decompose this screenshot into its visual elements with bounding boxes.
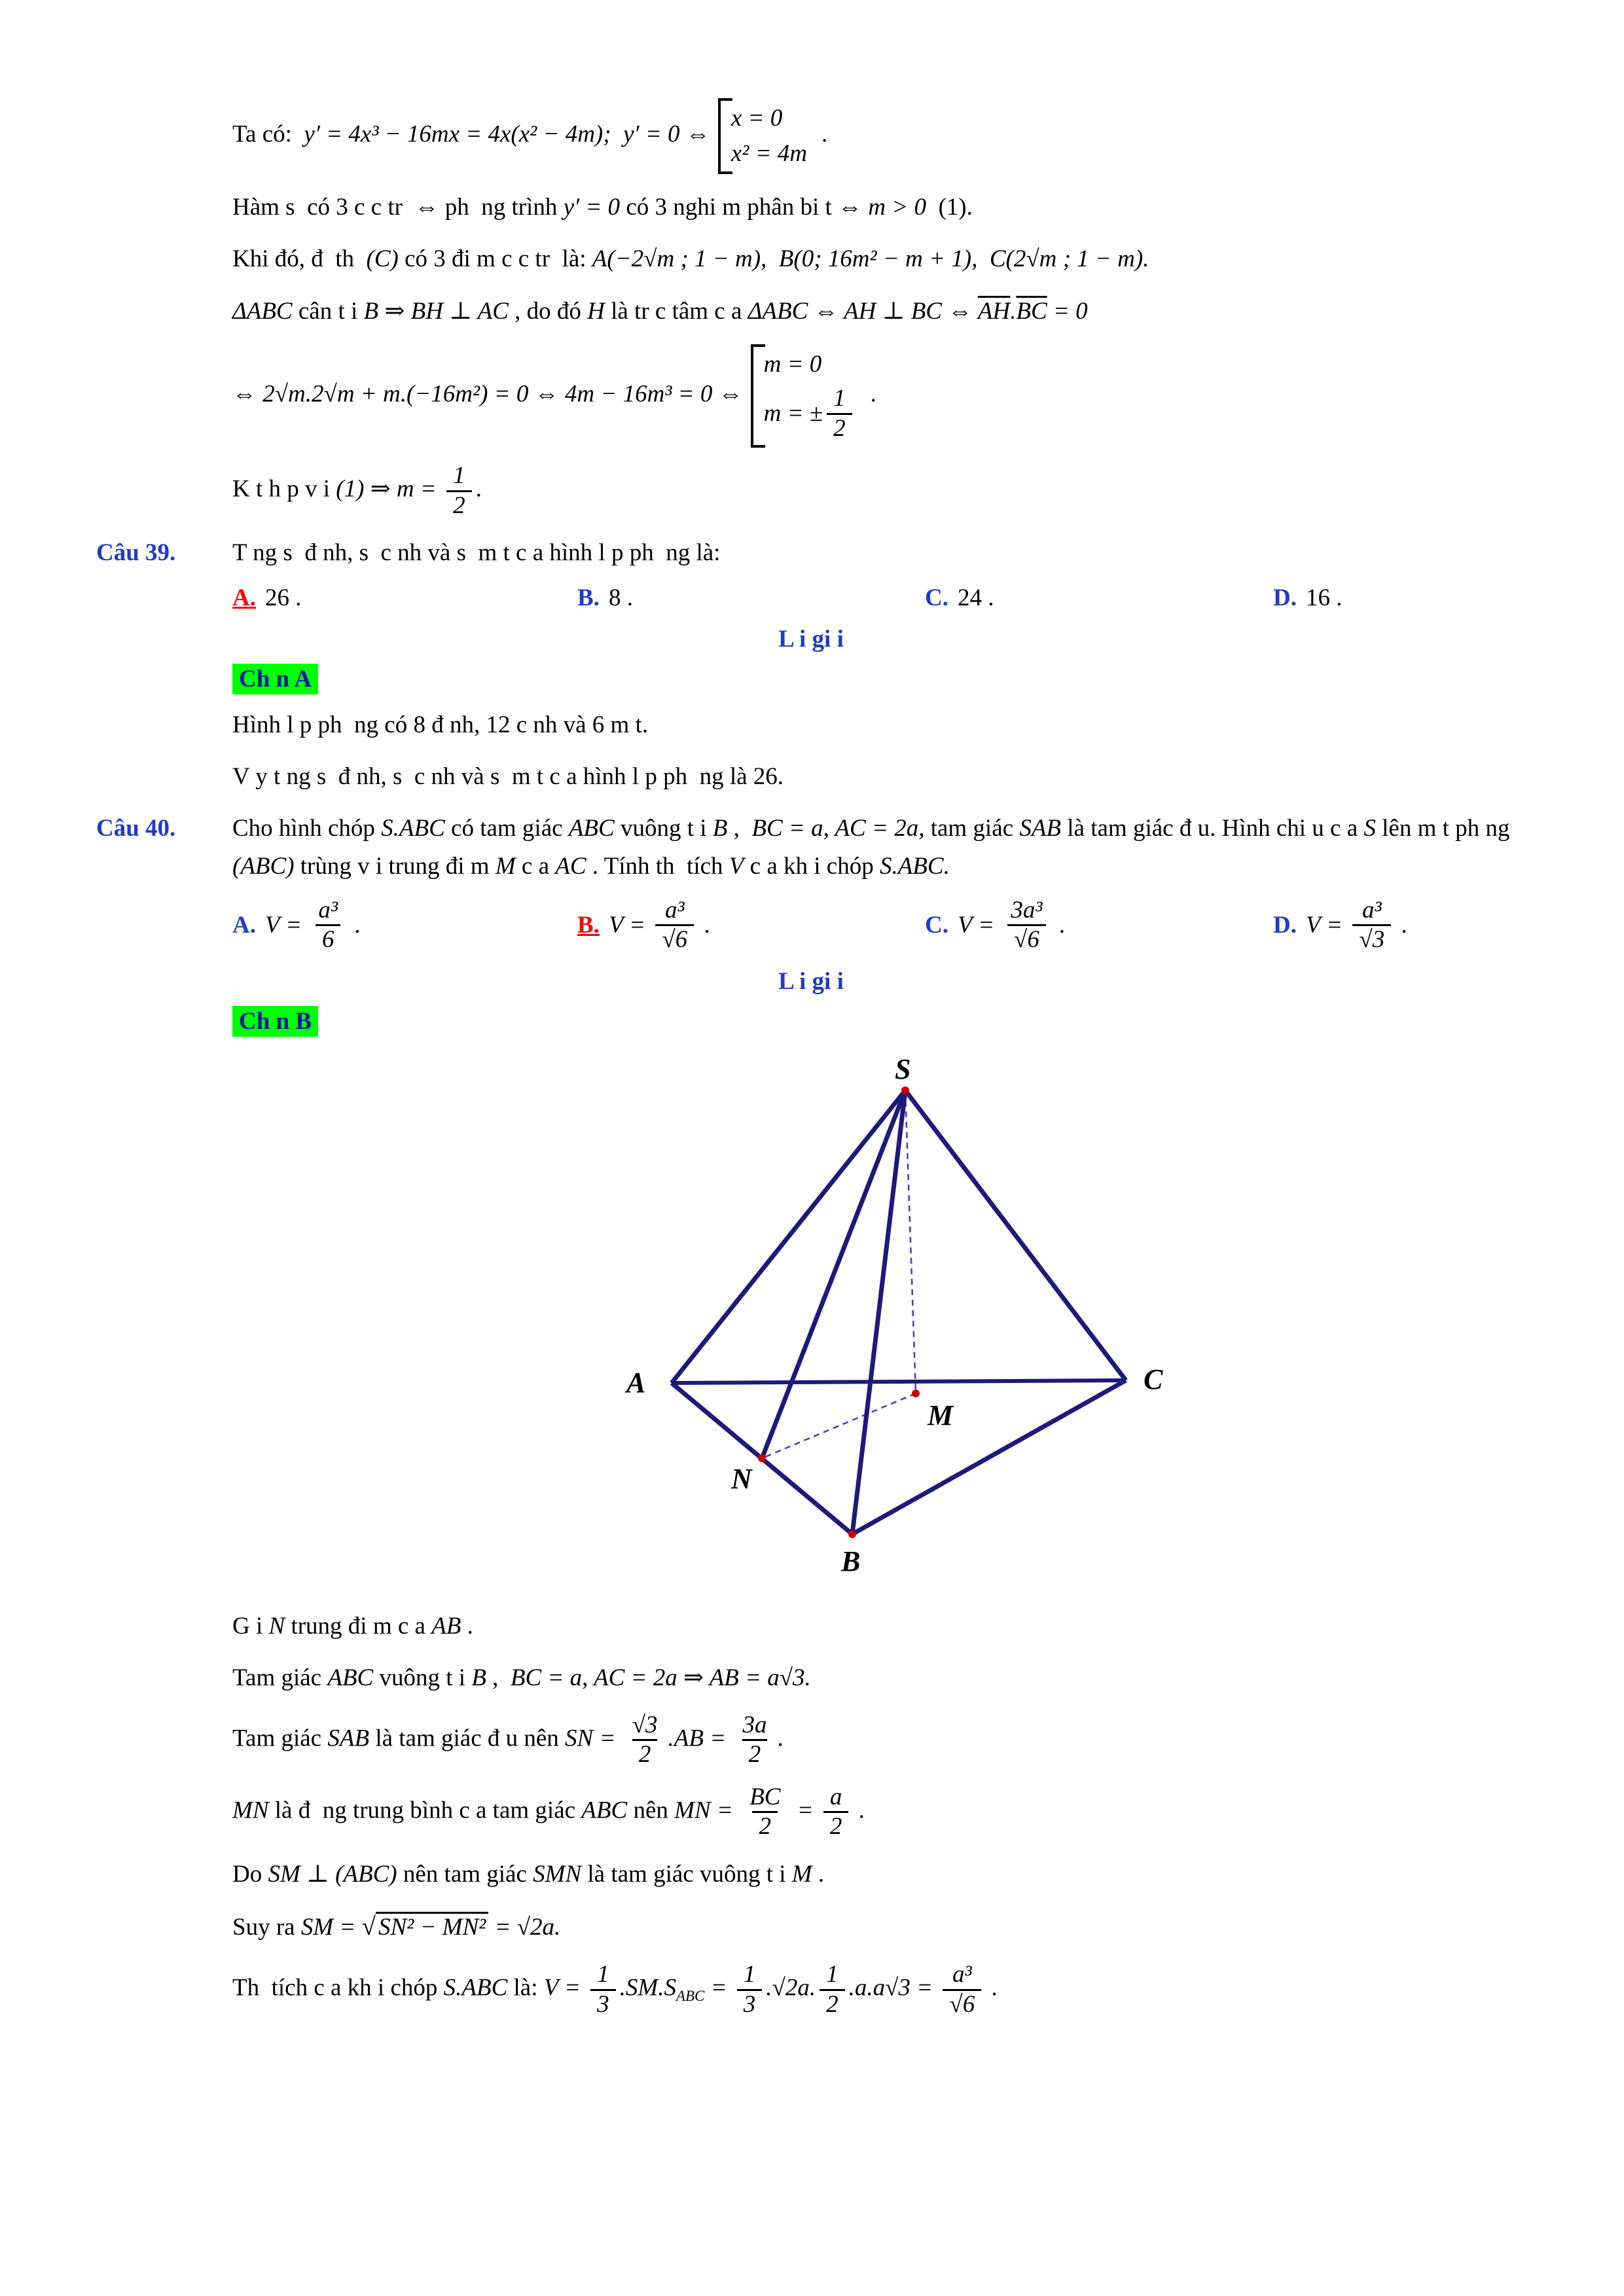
fraction-denominator: √6 (943, 1989, 981, 2019)
math-run: SM = (300, 1914, 362, 1941)
fraction (655, 897, 694, 954)
fraction-numerator: a³ (952, 1961, 972, 1988)
text-run: , (486, 1664, 511, 1692)
math-run: ΔABC (232, 297, 293, 325)
text-run: . (777, 1725, 784, 1752)
square-root (362, 1914, 489, 1941)
question-40-number: Câu 40. (96, 815, 176, 842)
fraction-numerator: 3a (742, 1711, 767, 1738)
fraction-denominator: 2 (820, 1989, 845, 2019)
fraction (446, 462, 472, 520)
edge-SA (672, 1090, 905, 1383)
fraction-numerator: a³ (318, 896, 338, 924)
text-run: Tam giác (232, 1725, 328, 1752)
fraction (820, 1961, 845, 2018)
text-run: . (870, 380, 876, 408)
vertex-dot-B (848, 1530, 856, 1538)
text-run: Cho hình chóp (232, 815, 382, 842)
vector-BC: $\overline{BC}$ (1016, 297, 1047, 325)
math-run: = (791, 1797, 820, 1824)
text-run: . (698, 912, 710, 939)
solution38-line4 (96, 293, 1526, 330)
question-39-options (96, 584, 1526, 612)
option-C (925, 584, 1273, 612)
text-run: . (461, 1613, 473, 1640)
math-run: ABC (327, 1664, 374, 1692)
text-run: , do đó (508, 297, 588, 325)
fraction-denominator: 3 (590, 1989, 616, 2019)
fraction (743, 1784, 787, 1841)
text-run: . (812, 1860, 825, 1888)
text-run: G i (232, 1613, 269, 1640)
option-B-value: 8 . (608, 584, 633, 611)
case-row: m = 0 (763, 350, 822, 378)
text-run: . (475, 475, 482, 503)
chosen-answer-wrap (96, 664, 1526, 694)
q40-solution-line1 (96, 1607, 1526, 1645)
math-run: S (1363, 815, 1376, 842)
fraction (736, 1712, 773, 1769)
chosen-answer-wrap (96, 1006, 1526, 1037)
text-run: là tam giác vuông t i (581, 1860, 792, 1888)
option-D (1273, 897, 1526, 954)
math-run: ΔABC ⇔ AH ⊥ BC ⇔ (748, 297, 978, 325)
text-run: trung đi m c a (285, 1613, 432, 1640)
option-C-value: 24 . (957, 584, 994, 611)
math-run: V = (543, 1974, 587, 2001)
option-A (232, 584, 577, 612)
math-run: (1) ⇒ m = (336, 475, 443, 503)
label-C: C (1144, 1363, 1163, 1396)
option-B-label: B. (577, 584, 600, 611)
math-run: SN = (565, 1725, 622, 1752)
q40-solution-line4 (96, 1784, 1526, 1841)
math-run: V = (1305, 912, 1349, 939)
case-row (764, 385, 856, 442)
text-run: là tam giác đ u. Hình chi u c a (1061, 815, 1364, 842)
text-run: . Tính th tích (586, 852, 729, 880)
cases-bracket (751, 344, 863, 448)
fraction-denominator: 3 (737, 1989, 763, 2019)
math-run: H (587, 297, 605, 325)
text-run: . (1053, 912, 1065, 939)
math-run: V = (264, 912, 308, 939)
math-run: ⇔ 2√m.2√m + m.(−16m²) = 0 ⇔ 4m − 16m³ = 0 ⇔ (232, 380, 743, 408)
pyramid-figure (620, 1049, 1209, 1585)
solution-heading: L i gi i (778, 968, 844, 996)
math-run: y′ = 0 (563, 194, 621, 221)
fraction-numerator: a (829, 1783, 842, 1810)
text-run: có tam giác (444, 815, 569, 842)
math-run: . (1010, 297, 1017, 325)
label-S: S (895, 1053, 911, 1086)
option-D-value: 16 . (1305, 584, 1343, 611)
solution38-line6 (96, 462, 1526, 520)
option-B (577, 897, 925, 954)
math-run: SM ⊥ (ABC) (268, 1860, 397, 1888)
math-run: (ABC) (232, 852, 295, 880)
text-run: (1). (926, 194, 973, 221)
math-run: V (729, 852, 744, 880)
chosen-answer-badge: Ch n A (232, 664, 318, 694)
option-A-label: A. (232, 912, 256, 939)
fraction-denominator: 2 (752, 1811, 778, 1841)
chosen-answer-badge: Ch n B (232, 1006, 318, 1037)
fraction-denominator: 2 (823, 1811, 849, 1841)
math-run: MN = (674, 1797, 740, 1824)
question-39-text: T ng s đ nh, s c nh và s m t c a hình l p ph ng là: (232, 539, 721, 567)
text-run: . (985, 1974, 998, 2001)
math-run: S.ABC. (879, 852, 950, 880)
text-run: . (852, 1797, 865, 1824)
math-run: S.ABC (443, 1974, 508, 2001)
solution38-line3 (96, 240, 1526, 278)
question-40 (96, 810, 1526, 885)
math-run: AB (431, 1613, 461, 1640)
text-run: K t h p v i (232, 475, 336, 503)
text-run: là tr c tâm c a (604, 297, 748, 325)
fraction-numerator: 1 (453, 462, 465, 490)
text-run: vuông t i (373, 1664, 472, 1692)
fraction (737, 1961, 763, 2018)
fraction-denominator: 6 (316, 924, 341, 954)
math-run: .a.a√3 = (848, 1974, 939, 2001)
solution38-line1 (96, 98, 1526, 174)
fraction-denominator: √6 (1007, 924, 1046, 954)
text-run: là đ ng trung bình c a tam giác (268, 1797, 582, 1824)
sqrt-symbol: √ (361, 1912, 376, 1941)
fraction-numerator: 1 (833, 385, 846, 412)
fraction-numerator: 1 (597, 1961, 609, 1988)
radicand: SN² − MN² (376, 1912, 488, 1941)
math-run: V = (957, 912, 1001, 939)
q40-solution-line6 (96, 1907, 1526, 1946)
text-run: Khi đó, đ th (232, 245, 367, 273)
math-run: = 0 (1047, 297, 1088, 325)
math-run: y′ = 4x³ − 16mx = 4x(x² − 4m); y′ = 0 ⇔ (304, 120, 710, 148)
label-A: A (626, 1367, 646, 1399)
option-A (232, 897, 577, 954)
math-run: m > 0 (868, 194, 926, 221)
fraction-numerator: 3a³ (1011, 896, 1043, 924)
vertex-dot-S (901, 1086, 909, 1094)
math-run: N (268, 1613, 285, 1640)
question-40-options (96, 897, 1526, 954)
math-run: A(−2√m ; 1 − m), B(0; 16m² − m + 1), C(2√m ; 1 − m). (592, 245, 1149, 273)
fraction (943, 1961, 981, 2018)
fraction-numerator: √3 (632, 1711, 658, 1738)
math-run: MN (232, 1797, 269, 1824)
math-run: SAB (1019, 815, 1062, 842)
math-run: AC (555, 852, 586, 880)
text-run: tam giác (924, 815, 1020, 842)
text-run: vuông t i (614, 815, 713, 842)
q40-solution-line5 (96, 1856, 1526, 1893)
fraction-numerator: 1 (826, 1961, 839, 1988)
solution-heading: L i gi i (778, 625, 844, 653)
fraction (312, 897, 344, 954)
vertex-dot-M (912, 1390, 920, 1397)
text-run: Th tích c a kh i chóp (232, 1974, 444, 2001)
math-run: BC = a, AC = 2a ⇒ AB = a√3. (510, 1664, 811, 1692)
text-run: Suy ra (232, 1914, 301, 1941)
text-run: . (1395, 912, 1407, 939)
fraction (1004, 897, 1049, 954)
text-run: Hàm s có 3 c c tr ⇔ ph ng trình (232, 194, 564, 221)
cases-bracket (718, 98, 814, 174)
option-A-label: A. (232, 584, 256, 611)
text-run: trùng v i trung đi m (294, 852, 496, 880)
fraction-denominator: √3 (1352, 924, 1391, 954)
fraction-numerator: 1 (743, 1961, 756, 1988)
vector-AH: $\overline{AH}$ (977, 297, 1011, 325)
fraction-denominator: 2 (742, 1739, 768, 1769)
fraction (1352, 897, 1391, 954)
solution38-line5 (96, 344, 1526, 448)
math-run: ABC (581, 1797, 628, 1824)
math-run: (C) (366, 245, 399, 273)
label-N: N (731, 1463, 752, 1496)
math-run: ABC (568, 815, 615, 842)
edge-SC (905, 1090, 1126, 1380)
vertex-dot-N (758, 1454, 766, 1462)
math-run: B (471, 1664, 486, 1692)
option-C-label: C. (925, 912, 948, 939)
text-run: có 3 đi m c c tr là: (398, 245, 592, 273)
option-C-label: C. (925, 584, 948, 611)
text-run: c a kh i chóp (744, 852, 880, 880)
fraction (827, 385, 852, 442)
text-run: , (727, 815, 752, 842)
q40-solution-line3 (96, 1712, 1526, 1769)
fraction-denominator: 2 (827, 413, 852, 443)
edge-SM-dashed (905, 1090, 916, 1393)
fraction (590, 1961, 616, 2018)
text-run: nên (627, 1797, 675, 1824)
text-run: nên tam giác (397, 1860, 533, 1888)
text-run: Ta có: (232, 120, 304, 148)
edge-AC (672, 1380, 1126, 1383)
text-run: cân t i (292, 297, 364, 325)
math-run: .√2a. (766, 1974, 816, 2001)
fraction-denominator: 2 (632, 1739, 658, 1769)
option-D-label: D. (1273, 584, 1297, 611)
math-run: SMN (533, 1860, 582, 1888)
math-run: M (791, 1860, 812, 1888)
math-run: m = ± (763, 399, 823, 427)
q40-solution-line7 (96, 1961, 1526, 2018)
case-row: x = 0 (731, 104, 783, 132)
fraction-numerator: a³ (1362, 896, 1382, 924)
question-39-number: Câu 39. (96, 539, 176, 567)
math-run: = (704, 1974, 733, 2001)
fraction-numerator: a³ (664, 896, 685, 924)
text-run: Tam giác (232, 1664, 328, 1692)
label-B: B (841, 1545, 861, 1578)
text-run: Do (232, 1860, 268, 1888)
math-run: SAB (327, 1725, 370, 1752)
fraction-denominator: 2 (446, 490, 472, 520)
math-run: S.ABC (381, 815, 445, 842)
option-D-label: D. (1273, 912, 1297, 939)
pyramid-svg (620, 1049, 1209, 1579)
math-run: B (712, 815, 728, 842)
question-39-solution-line2: V y t ng s đ nh, s c nh và s m t c a hình l p ph ng là 26. (232, 762, 784, 790)
option-C (925, 897, 1273, 954)
option-D (1273, 584, 1526, 612)
text-run: là: (507, 1974, 544, 2001)
text-run: . (348, 912, 361, 939)
text-run: . (821, 120, 828, 148)
option-B (577, 584, 925, 612)
case-row: x² = 4m (731, 139, 808, 167)
fraction-denominator: √6 (655, 924, 694, 954)
text-run: là tam giác đ u nên (369, 1725, 566, 1752)
q40-solution-line2 (96, 1659, 1526, 1696)
text-run: c a (515, 852, 556, 880)
question-39 (96, 534, 1526, 571)
math-run: V = (608, 912, 652, 939)
math-run: B ⇒ BH ⊥ AC (363, 297, 509, 325)
math-run: .AB = (668, 1725, 732, 1752)
fraction (823, 1784, 849, 1841)
fraction (626, 1712, 664, 1769)
math-run: BC = a, AC = 2a, (751, 815, 925, 842)
question-40-text (232, 810, 1526, 885)
question-39-solution-line1: Hình l p ph ng có 8 đ nh, 12 c nh và 6 m t. (232, 711, 649, 738)
fraction-numerator: BC (749, 1783, 781, 1810)
text-run: có 3 nghi m phân bi t ⇔ (620, 194, 869, 221)
math-run: = √2a. (488, 1914, 561, 1941)
label-M: M (928, 1399, 954, 1432)
option-A-value: 26 . (264, 584, 302, 611)
solution38-line2 (96, 188, 1526, 226)
text-run: lên m t ph ng (1375, 815, 1516, 842)
option-B-label: B. (577, 912, 600, 939)
math-run: M (495, 852, 516, 880)
math-run: .SM.S (619, 1974, 676, 2001)
subscript-ABC: ABC (676, 1988, 705, 2005)
